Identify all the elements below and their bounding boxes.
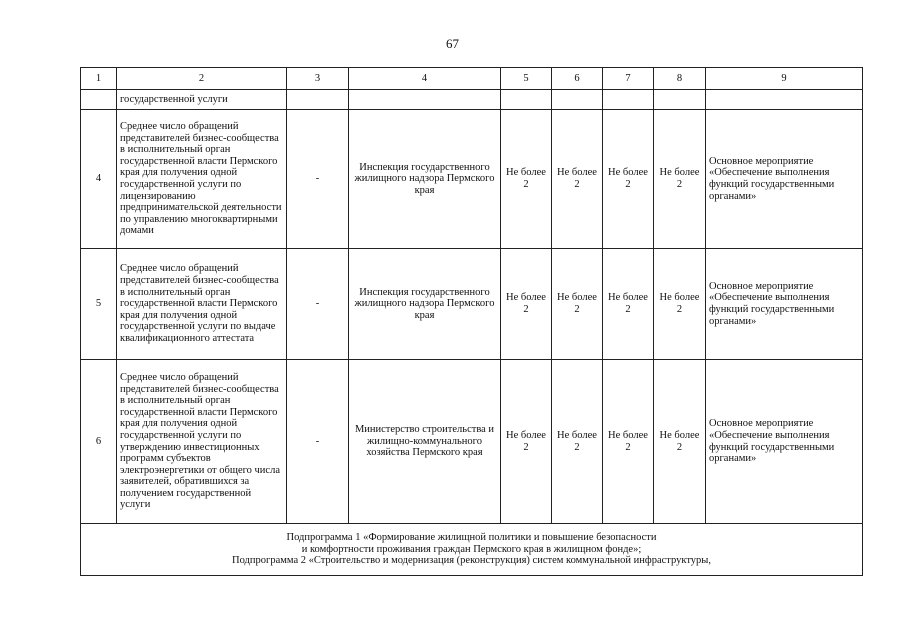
value-col5: Не более 2 bbox=[501, 360, 552, 524]
value-col5: Не более 2 bbox=[501, 249, 552, 360]
responsible-org: Инспекция государственного жилищного надзора Пермского края bbox=[349, 110, 501, 249]
subprogram-line-1: Подпрограмма 1 «Формирование жилищной политики и повышение безопасности bbox=[286, 532, 657, 544]
value-col7: Не более 2 bbox=[603, 110, 654, 249]
responsible-org: Инспекция государственного жилищного надзора Пермского края bbox=[349, 249, 501, 360]
table-row bbox=[81, 360, 863, 524]
header-cell: 5 bbox=[501, 68, 552, 90]
header-cell: 1 bbox=[81, 68, 117, 90]
indicator-name: Среднее число обращений представителей бизнес-сообщества в исполнительный орган государственной власти Пермского края для получения одной государственной услуги по лицензированию предпринимательской деятельности по управлению многоквартирными домами bbox=[117, 110, 287, 249]
subprogram-row bbox=[81, 524, 863, 576]
col3-value: - bbox=[287, 249, 349, 360]
value-col7: Не более 2 bbox=[603, 249, 654, 360]
responsible-org: Министерство строительства и жилищно-коммунального хозяйства Пермского края bbox=[349, 360, 501, 524]
header-cell: 2 bbox=[117, 68, 287, 90]
value-col6: Не более 2 bbox=[552, 249, 603, 360]
activity: Основное мероприятие «Обеспечение выполнения функций государственными органами» bbox=[706, 360, 863, 524]
value-col5: Не более 2 bbox=[501, 110, 552, 249]
header-row bbox=[81, 68, 863, 90]
value-col8: Не более 2 bbox=[654, 249, 706, 360]
row-number: 4 bbox=[81, 110, 117, 249]
value-col6: Не более 2 bbox=[552, 110, 603, 249]
header-cell: 3 bbox=[287, 68, 349, 90]
subprogram-cell bbox=[81, 524, 863, 576]
col3-value: - bbox=[287, 360, 349, 524]
activity: Основное мероприятие «Обеспечение выполнения функций государственными органами» bbox=[706, 110, 863, 249]
value-col8: Не более 2 bbox=[654, 360, 706, 524]
activity: Основное мероприятие «Обеспечение выполнения функций государственными органами» bbox=[706, 249, 863, 360]
row-number: 6 bbox=[81, 360, 117, 524]
value-col7: Не более 2 bbox=[603, 360, 654, 524]
header-cell: 7 bbox=[603, 68, 654, 90]
indicators-table bbox=[80, 67, 863, 576]
continuation-row bbox=[81, 90, 863, 110]
table-row bbox=[81, 110, 863, 249]
header-cell: 8 bbox=[654, 68, 706, 90]
subprogram-line-3: Подпрограмма 2 «Строительство и модернизация (реконструкция) систем коммунальной инфраструктуры, bbox=[232, 555, 711, 567]
header-cell: 4 bbox=[349, 68, 501, 90]
page-number: 67 bbox=[446, 36, 459, 51]
value-col8: Не более 2 bbox=[654, 110, 706, 249]
col3-value: - bbox=[287, 110, 349, 249]
header-cell: 9 bbox=[706, 68, 863, 90]
table-row bbox=[81, 249, 863, 360]
value-col6: Не более 2 bbox=[552, 360, 603, 524]
header-cell: 6 bbox=[552, 68, 603, 90]
indicator-name: Среднее число обращений представителей бизнес-сообщества в исполнительный орган государственной власти Пермского края для получения одной государственной услуги по выдаче квалификационного аттестата bbox=[117, 249, 287, 360]
indicator-name: Среднее число обращений представителей бизнес-сообщества в исполнительный орган государственной власти Пермского края для получения одной государственной услуги по утверждению инвестиционных программ субъектов электроэнергетики от общего числа заявителей, обратившихся за получением государственной услуги bbox=[117, 360, 287, 524]
row-number: 5 bbox=[81, 249, 117, 360]
continuation-text: государственной услуги bbox=[117, 90, 287, 110]
subprogram-line-2: и комфортности проживания граждан Пермского края в жилищном фонде»; bbox=[301, 543, 642, 555]
